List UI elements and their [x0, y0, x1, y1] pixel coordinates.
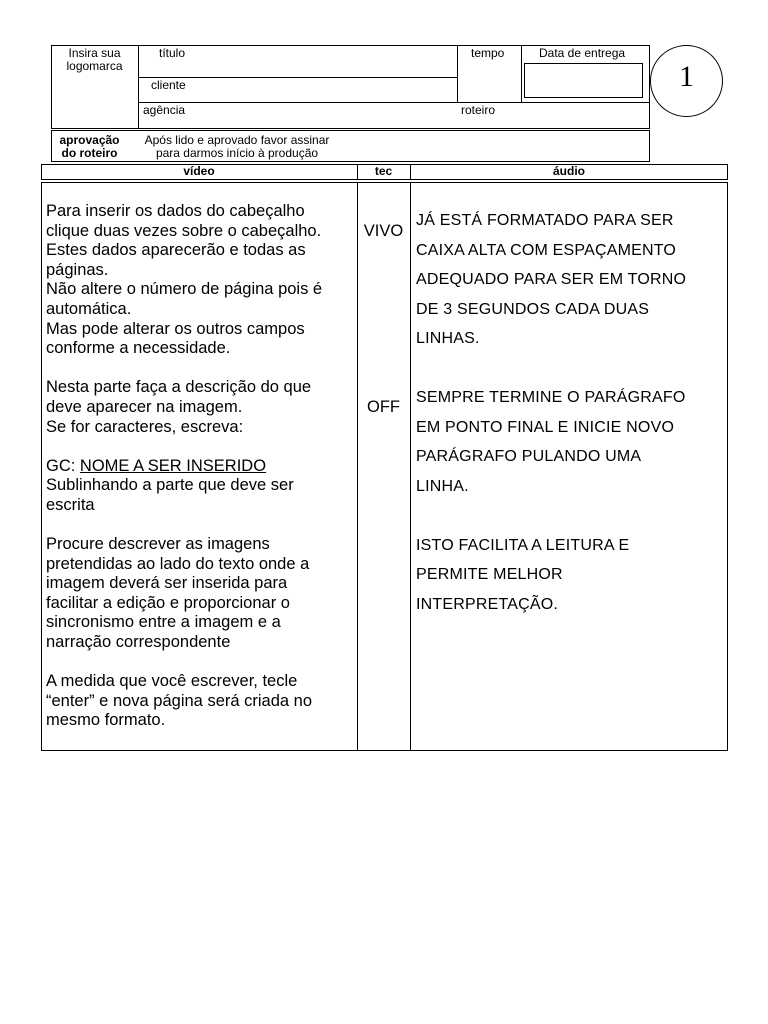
cliente-label: cliente	[151, 78, 186, 92]
audio-paragraph: SEMPRE TERMINE O PARÁGRAFO EM PONTO FINAL E INICIE NOVO PARÁGRAFO PULANDO UMA LINHA.	[416, 389, 686, 495]
tec-off: OFF	[367, 398, 400, 416]
header-divider	[138, 102, 650, 103]
gc-underlined-text: NOME A SER INSERIDO	[79, 456, 267, 475]
column-header-audio: áudio	[553, 164, 585, 178]
logo-label: Insira sua logomarca	[66, 46, 123, 73]
header-divider	[457, 45, 458, 103]
column-divider	[410, 182, 411, 751]
header-divider	[521, 45, 522, 103]
tempo-label: tempo	[471, 46, 505, 60]
titulo-label: título	[159, 46, 186, 60]
page-number: 1	[679, 60, 694, 93]
data-entrega-label: Data de entrega	[539, 46, 626, 60]
header-divider	[138, 45, 139, 129]
data-entrega-field[interactable]	[524, 63, 643, 98]
agencia-label: agência	[143, 103, 186, 117]
video-paragraph: Nesta parte faça a descrição do que deve aparecer na imagem. Se for caracteres, escreva:	[46, 378, 312, 436]
roteiro-label: roteiro	[461, 103, 496, 117]
column-divider	[357, 182, 358, 751]
video-paragraph: Para inserir os dados do cabeçalho clique duas vezes sobre o cabeçalho. Estes dados aparecerão e todas as páginas. Não altere o número de página pois é automática. Mas pode alterar os outros campos conforme a necessidade.	[46, 202, 323, 358]
approval-text: Após lido e aprovado favor assinar para darmos início à produção	[144, 133, 330, 160]
video-paragraph: Sublinhando a parte que deve ser escrita	[46, 476, 294, 514]
column-header-tec: tec	[374, 164, 393, 178]
gc-example: GC: NOME A SER INSERIDO	[46, 456, 267, 475]
tec-vivo: VIVO	[363, 222, 404, 240]
audio-column-text[interactable]	[416, 206, 724, 619]
video-paragraph: Procure descrever as imagens pretendidas ao lado do texto onde a imagem deverá ser inserida para facilitar a edição e proporcionar o sincronismo entre a imagem e a narração correspondente	[46, 535, 310, 652]
audio-paragraph: JÁ ESTÁ FORMATADO PARA SER CAIXA ALTA COM ESPAÇAMENTO ADEQUADO PARA SER EM TORNO DE 3 SEGUNDOS CADA DUAS LINHAS.	[416, 212, 687, 347]
video-column-text[interactable]	[46, 202, 354, 731]
video-paragraph: A medida que você escrever, tecle “enter” e nova página será criada no mesmo formato.	[46, 672, 312, 730]
column-header-video: vídeo	[183, 164, 215, 178]
approval-label: aprovação do roteiro	[59, 133, 120, 160]
audio-paragraph: ISTO FACILITA A LEITURA E PERMITE MELHOR INTERPRETAÇÃO.	[416, 536, 630, 613]
